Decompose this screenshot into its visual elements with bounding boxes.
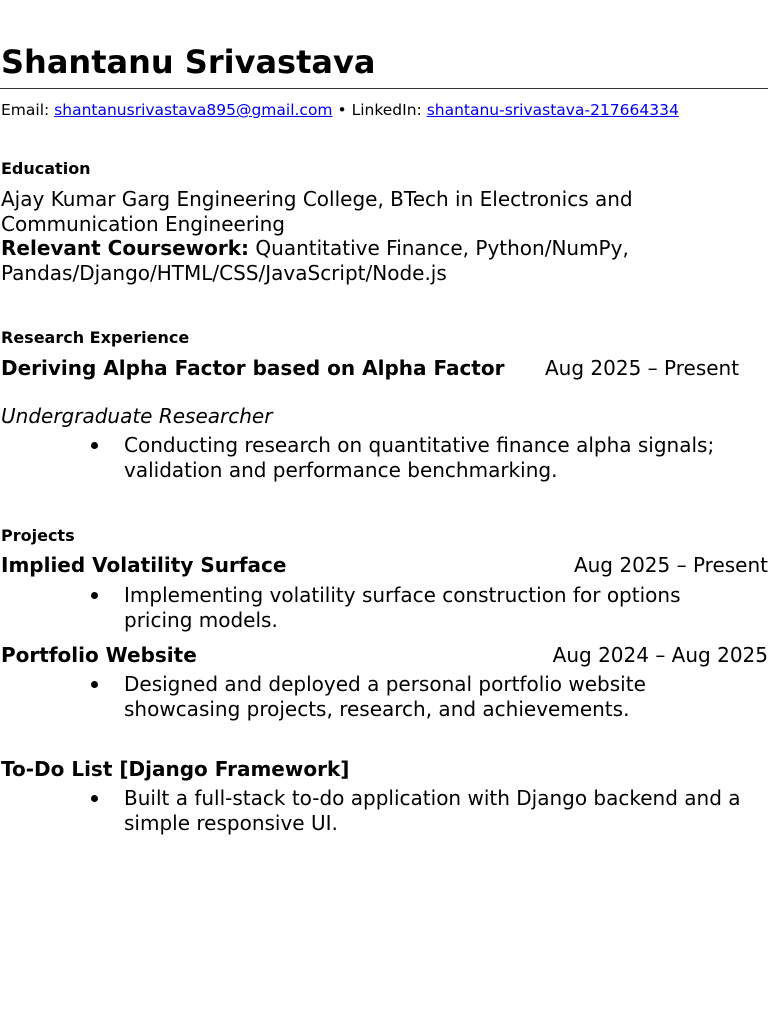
- contact-separator: •: [337, 101, 347, 119]
- candidate-name: Shantanu Srivastava: [1, 43, 376, 81]
- project-bullet: Built a full-stack to-do application with Django backend and a simple responsive UI.: [124, 786, 752, 835]
- project-bullets: [124, 583, 752, 632]
- project-title: Portfolio Website: [1, 643, 197, 667]
- research-date: Aug 2025 – Present: [545, 356, 740, 380]
- education-institution: Ajay Kumar Garg Engineering College, BTech in Electronics and Communication Engineering: [1, 187, 633, 236]
- project-bullet: Implementing volatility surface construction for options pricing models.: [124, 583, 752, 632]
- linkedin-link[interactable]: shantanu-srivastava-217664334: [426, 101, 679, 119]
- header-divider: [0, 88, 768, 89]
- project-bullets: [124, 786, 752, 835]
- project-date: Aug 2024 – Aug 2025: [552, 643, 768, 667]
- project-date: Aug 2025 – Present: [573, 553, 768, 577]
- coursework-list: Quantitative Finance, Python/NumPy, Pandas/Django/HTML/CSS/JavaScript/Node.js: [1, 236, 629, 285]
- email-link[interactable]: shantanusrivastava895@gmail.com: [54, 101, 333, 119]
- research-bullets: [124, 433, 752, 482]
- research-title: Deriving Alpha Factor based on Alpha Factor: [1, 356, 505, 380]
- project-title: To-Do List [Django Framework]: [1, 757, 350, 781]
- contact-line: [1, 101, 741, 120]
- linkedin-label: LinkedIn:: [351, 101, 422, 119]
- project-bullet: Designed and deployed a personal portfolio website showcasing projects, research, and achievements.: [124, 672, 752, 721]
- project-title: Implied Volatility Surface: [1, 553, 287, 577]
- research-bullet: Conducting research on quantitative finance alpha signals; validation and performance benchmarking.: [124, 433, 752, 482]
- education-coursework: [1, 236, 741, 285]
- project-bullets: [124, 672, 752, 721]
- section-heading-research: Research Experience: [1, 328, 190, 347]
- section-heading-projects: Projects: [1, 526, 75, 545]
- research-role: Undergraduate Researcher: [1, 404, 273, 428]
- coursework-label: Relevant Coursework:: [1, 236, 250, 260]
- email-label: Email:: [1, 101, 50, 119]
- section-heading-education: Education: [1, 159, 91, 178]
